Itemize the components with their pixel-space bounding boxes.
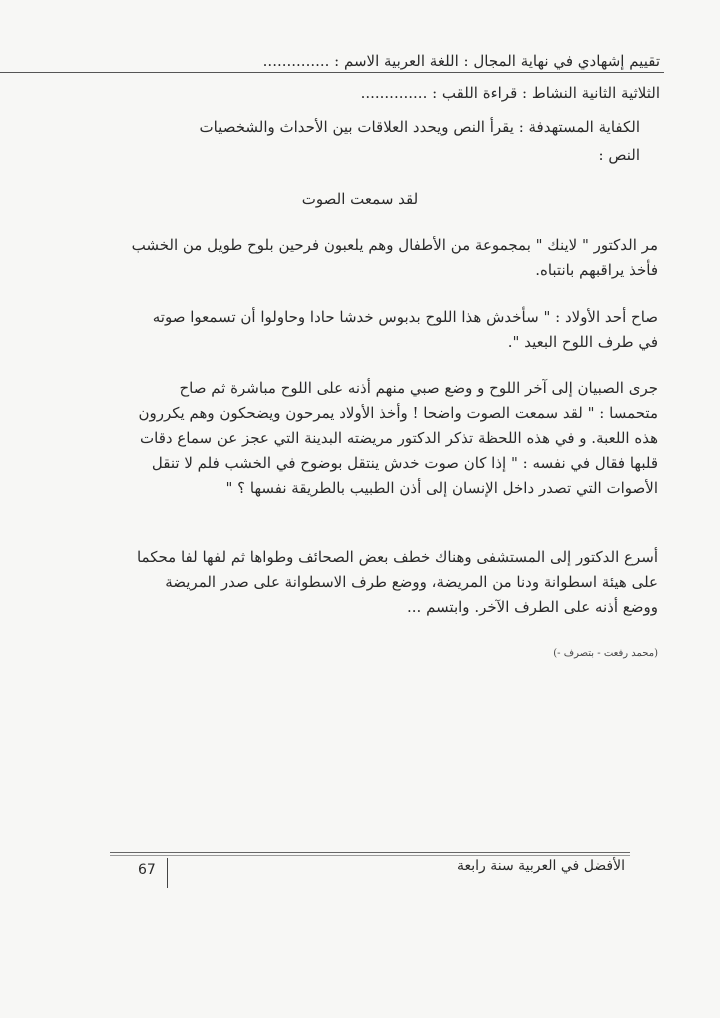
page-number: 67 xyxy=(138,862,156,878)
paragraph-line: متحمسا : " لقد سمعت الصوت واضحا ! وأخذ الأولاد يمرحون ويضحكون وهم يكررون xyxy=(138,404,658,422)
paragraph-line: هذه اللعبة. و في هذه اللحظة تذكر الدكتور مريضته البدينة التي عجز عن سماع دقات xyxy=(140,429,658,447)
competency-line: الكفاية المستهدفة : يقرأ النص ويحدد العلاقات بين الأحداث والشخصيات xyxy=(199,118,640,136)
paragraph-line: ووضع أذنه على الطرف الآخر. وابتسم ... xyxy=(407,598,658,616)
paragraph-line: قلبها فقال في نفسه : " إذا كان صوت خدش ينتقل بوضوح في الخشب فلم لا تنقل xyxy=(151,454,658,472)
story-title: لقد سمعت الصوت xyxy=(301,190,419,208)
paragraph-line: صاح أحد الأولاد : " سأخدش هذا اللوح بدبوس خدشا حادا وحاولوا أن تسمعوا صوته xyxy=(152,308,658,326)
paragraph-line: فأخذ يراقبهم بانتباه. xyxy=(535,261,658,279)
footer-separator xyxy=(167,858,168,888)
paragraph-1 xyxy=(38,233,658,283)
header-line-1: تقييم إشهادي في نهاية المجال : اللغة العربية الاسم : .............. xyxy=(262,52,660,70)
footer-rule xyxy=(110,852,630,853)
text-label: النص : xyxy=(598,146,640,164)
paragraph-line: مر الدكتور " لاينك " بمجموعة من الأطفال وهم يلعبون فرحين بلوح طويل من الخشب xyxy=(131,236,658,254)
header-rule xyxy=(0,72,664,73)
header-line-2: الثلاثية الثانية النشاط : قراءة اللقب : .............. xyxy=(360,84,660,102)
footer-rule-secondary xyxy=(110,855,630,856)
paragraph-3 xyxy=(38,376,658,501)
source-citation: (محمد رفعت - بتصرف -) xyxy=(553,648,658,659)
paragraph-line: في طرف اللوح البعيد ". xyxy=(507,333,658,351)
paragraph-2 xyxy=(38,305,658,355)
paragraph-line: الأصوات التي تصدر داخل الإنسان إلى أذن الطبيب بالطريقة نفسها ؟ " xyxy=(225,479,658,497)
footer-book-title: الأفضل في العربية سنة رابعة xyxy=(457,858,625,874)
paragraph-line: أسرع الدكتور إلى المستشفى وهناك خطف بعض الصحائف وطواها ثم لفها لفا محكما xyxy=(136,548,658,566)
paragraph-4 xyxy=(38,545,658,620)
paragraph-line: جرى الصبيان إلى آخر اللوح و وضع صبي منهم أذنه على اللوح مباشرة ثم صاح xyxy=(179,379,658,397)
paragraph-line: على هيئة اسطوانة ودنا من المريضة، ووضع طرف الاسطوانة على صدر المريضة xyxy=(165,573,658,591)
